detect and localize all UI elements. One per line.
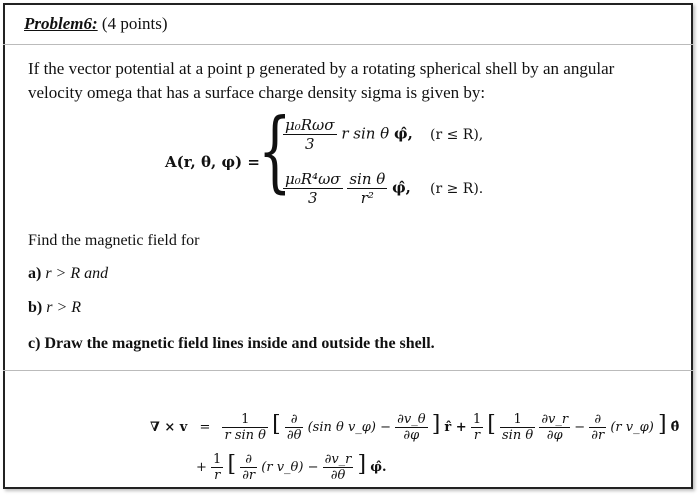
case2-condition: (r ≥ R). bbox=[430, 181, 484, 197]
t3-d-num: ∂ bbox=[245, 452, 253, 467]
t3-plus: + bbox=[196, 460, 207, 475]
t1-coef-num: 1 bbox=[241, 412, 250, 427]
equation-brace: { bbox=[258, 99, 292, 202]
t2-coef-num: 1 bbox=[472, 412, 482, 427]
section-divider bbox=[3, 370, 693, 371]
t1-d-den: ∂θ bbox=[286, 428, 302, 443]
t2-b-num: ∂v_r bbox=[541, 412, 569, 427]
case1-row bbox=[283, 116, 413, 153]
curl-line-2: + $\frac{1}{r}$ [ $\frac{\partial}{\partial r}$ (r v_θ) − $\frac{\partial v\_r}{\partial\theta}$ ] φ̂. bbox=[196, 452, 387, 483]
case2-trig-numerator: sin θ bbox=[349, 170, 386, 188]
problem-label: Problem6: bbox=[24, 14, 98, 33]
t1-d2-num: ∂v_θ bbox=[397, 412, 426, 427]
case1-condition: (r ≤ R), bbox=[430, 127, 484, 143]
t2-minus: − bbox=[574, 420, 586, 435]
question-a bbox=[28, 265, 108, 283]
t2-c-den: ∂r bbox=[591, 428, 605, 443]
t2-c-num: ∂ bbox=[594, 412, 602, 427]
t3-coef-den: r bbox=[211, 467, 223, 483]
t2-arg: (r v_φ) bbox=[610, 420, 654, 435]
t3-coef-num: 1 bbox=[213, 452, 222, 467]
case2-row bbox=[283, 170, 411, 207]
case1-denominator: 3 bbox=[283, 134, 337, 153]
t2-a-den: sin θ bbox=[502, 428, 534, 443]
question-a-label: a) bbox=[28, 265, 42, 282]
case1-numerator: μ₀Rωσ bbox=[285, 116, 335, 134]
t1-d-num: ∂ bbox=[290, 412, 298, 427]
t3-d-den: ∂r bbox=[242, 468, 256, 483]
t1-arg: (sin θ v_φ) − bbox=[307, 420, 391, 435]
equation-lhs bbox=[165, 153, 260, 171]
t2-coef-den: r bbox=[471, 427, 483, 443]
t3-d2-den: ∂θ bbox=[323, 467, 354, 483]
t1-coef-den: r sin θ bbox=[224, 428, 266, 443]
t1-d2-den: ∂φ bbox=[395, 427, 427, 443]
question-b bbox=[28, 299, 81, 317]
curl-lhs: ∇ × v bbox=[150, 420, 188, 435]
t3-d2-num: ∂v_r bbox=[324, 452, 352, 467]
problem-points: (4 points) bbox=[101, 14, 168, 33]
t1-unit: r̂ + bbox=[444, 420, 467, 435]
case2-numerator: μ₀R⁴ωσ bbox=[285, 170, 341, 188]
question-c bbox=[28, 335, 435, 353]
t2-b-den: ∂φ bbox=[539, 427, 570, 443]
problem-header bbox=[24, 14, 168, 34]
question-c-label: c) bbox=[28, 335, 41, 352]
equation-lhs-text: A(r, θ, φ) = bbox=[165, 153, 260, 171]
question-prompt: Find the magnetic field for bbox=[28, 232, 200, 249]
curl-line-1: ∇ × v = $\frac{1}{\text{r sin θ}}$ [ $\frac{\partial}{\partial\theta}$ (sin θ v_φ) − $\frac{\partial v\_\theta}{\partial\varphi}$ ] r̂ + $\frac{1}{r}$ [ $\frac{1}{\text{sin θ}}$ $\frac{\partial v\_r}{\partial\varphi}$ − $\frac{\partial}{\partial r}$ (r v_φ) ] θ̂ bbox=[150, 412, 680, 443]
question-c-text: Draw the magnetic field lines inside and outside the shell. bbox=[44, 335, 435, 352]
case2-vector: φ̂, bbox=[392, 178, 411, 197]
case1-vector: φ̂, bbox=[394, 124, 413, 143]
question-a-text: r > R and bbox=[45, 265, 109, 282]
question-b-text: r > R bbox=[46, 299, 82, 316]
t2-unit: θ̂ bbox=[670, 420, 680, 435]
header-divider bbox=[3, 44, 693, 45]
curl-equals: = bbox=[199, 420, 211, 435]
t3-arg: (r v_θ) − bbox=[261, 460, 319, 475]
t2-a-num: 1 bbox=[513, 412, 522, 427]
case1-factor: r sin θ bbox=[341, 124, 390, 143]
t3-unit: φ̂. bbox=[370, 460, 387, 475]
case2-denominator: 3 bbox=[283, 188, 343, 207]
case2-trig-denominator: r² bbox=[347, 188, 387, 207]
question-b-label: b) bbox=[28, 299, 43, 316]
problem-statement: If the vector potential at a point p generated by a rotating spherical shell by an angular velocity omega that has a surface charge density sigma is given by: bbox=[28, 59, 615, 102]
